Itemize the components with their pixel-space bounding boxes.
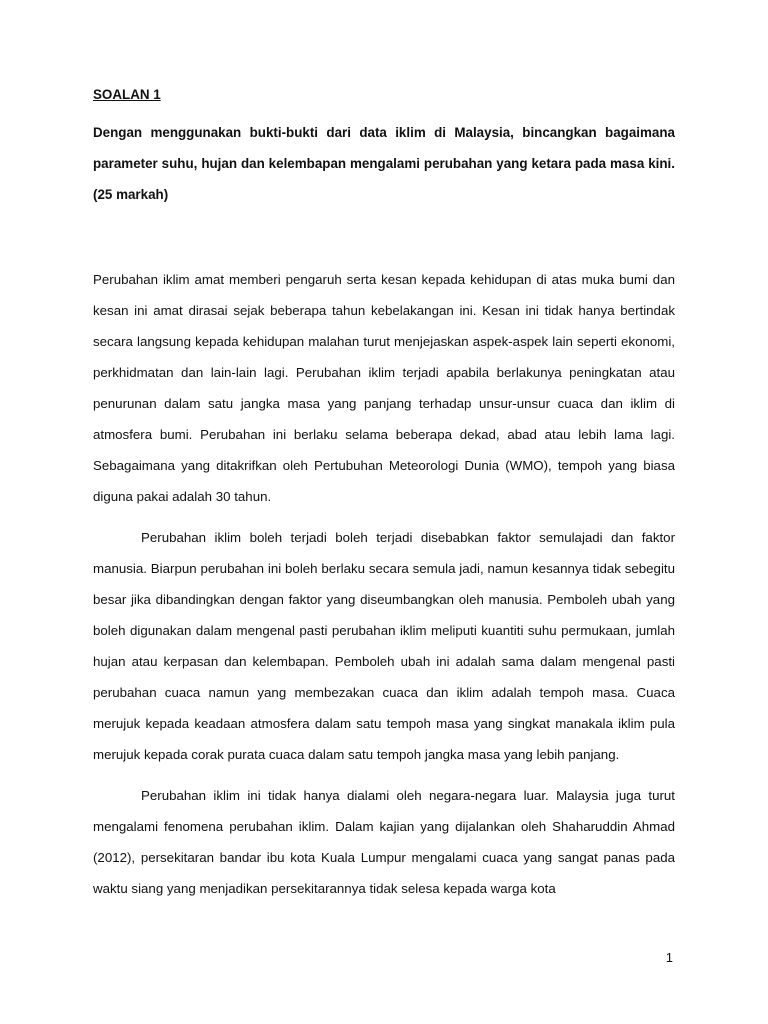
document-body [93,84,675,904]
paragraph-3: Perubahan iklim ini tidak hanya dialami oleh negara-negara luar. Malaysia juga turut mengalami fenomena perubahan iklim. Dalam kajian yang dijalankan oleh Shaharuddin Ahmad (2012), persekitaran bandar ibu kota Kuala Lumpur mengalami cuaca yang sangat panas pada waktu siang yang menjadikan persekitarannya tidak selesa kepada warga kota [93,788,675,896]
paragraph-1: Perubahan iklim amat memberi pengaruh serta kesan kepada kehidupan di atas muka bumi dan kesan ini amat dirasai sejak beberapa tahun kebelakangan ini. Kesan ini tidak hanya bertindak secara langsung kepada kehidupan malahan turut menjejaskan aspek-aspek lain seperti ekonomi, perkhidmatan dan lain-lain lagi. Perubahan iklim terjadi apabila berlakunya peningkatan atau penurunan dalam satu jangka masa yang panjang terhadap unsur-unsur cuaca dan iklim di atmosfera bumi. Perubahan ini berlaku selama beberapa dekad, abad atau lebih lama lagi. Sebagaimana yang ditakrifkan oleh Pertubuhan Meteorologi Dunia (WMO), tempoh yang biasa diguna pakai adalah 30 tahun. [93,272,675,504]
paragraph-2: Perubahan iklim boleh terjadi boleh terjadi disebabkan faktor semulajadi dan faktor manusia. Biarpun perubahan ini boleh berlaku secara semula jadi, namun kesannya tidak sebegitu besar jika dibandingkan dengan faktor yang diseumbangkan oleh manusia. Pemboleh ubah yang boleh digunakan dalam mengenal pasti perubahan iklim meliputi kuantiti suhu permukaan, jumlah hujan atau kerpasan dan kelembapan. Pemboleh ubah ini adalah sama dalam mengenal pasti perubahan cuaca namun yang membezakan cuaca dan iklim adalah tempoh masa. Cuaca merujuk kepada keadaan atmosfera dalam satu tempoh masa yang singkat manakala iklim pula merujuk kepada corak purata cuaca dalam satu tempoh jangka masa yang lebih panjang. [93,530,675,762]
page-number: 1 [665,950,673,965]
question-text: Dengan menggunakan bukti-bukti dari data iklim di Malaysia, bincangkan bagaimana parameter suhu, hujan dan kelembapan mengalami perubahan yang ketara pada masa kini. (25 markah) [93,125,675,202]
section-heading: SOALAN 1 [93,87,161,102]
